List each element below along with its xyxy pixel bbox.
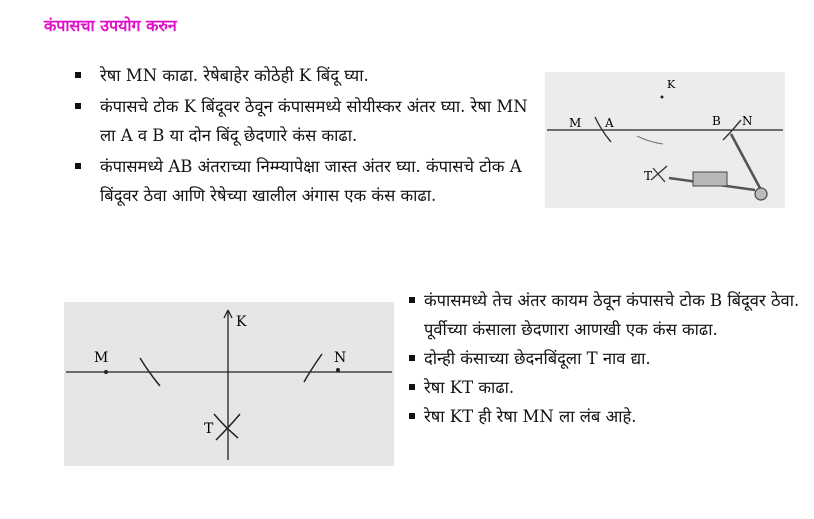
point-n: [336, 368, 340, 372]
step-5: [408, 344, 803, 373]
bullet-square-icon: [409, 297, 415, 303]
label-k: K: [667, 78, 676, 91]
compass-construction-photo: [545, 72, 785, 208]
page-heading: कंपासचा उपयोग करुन: [44, 16, 177, 35]
step-1-text: रेषा MN काढा. रेषेबाहेर कोठेही K बिंदू घ्या.: [100, 66, 369, 85]
steps-list-top: [100, 61, 530, 212]
step-7-text: रेषा KT ही रेषा MN ला लंब आहे.: [424, 407, 637, 426]
bullet-square-icon: [409, 413, 415, 419]
perpendicular-line-photo: [64, 302, 394, 466]
label-b: B: [712, 114, 721, 128]
bullet-square-icon: [75, 72, 81, 78]
step-5-text: दोन्ही कंसाच्या छेदनबिंदूला T नाव द्या.: [424, 349, 651, 368]
label-t: T: [204, 421, 214, 437]
label-m: M: [569, 116, 582, 130]
arc-right: [304, 354, 322, 382]
label-n: N: [334, 350, 347, 366]
arc-below: [637, 136, 663, 144]
point-m: [104, 370, 108, 374]
step-2: [100, 92, 530, 150]
step-6-text: रेषा KT काढा.: [424, 378, 515, 397]
perpendicular-line-figure: [64, 302, 394, 466]
step-1: [100, 61, 530, 90]
step-3-text: कंपासमध्ये AB अंतराच्या निम्म्यापेक्षा जास्त अंतर घ्या. कंपासचे टोक A बिंदूवर ठेवा आणि रेषेच्या खालील अंगास एक कंस काढा.: [100, 157, 522, 205]
step-6: [408, 373, 803, 402]
bullet-square-icon: [75, 103, 81, 109]
compass-tool: [669, 134, 767, 200]
label-t: T: [644, 169, 653, 183]
step-2-text: कंपासचे टोक K बिंदूवर ठेवून कंपासमध्ये सोयीस्कर अंतर घ्या. रेषा MN ला A व B या दोन बिंदू छेदणारे कंस काढा.: [100, 97, 528, 145]
point-k: [661, 96, 664, 99]
arc-cross-t: [214, 414, 240, 440]
arc-cross-t: [651, 166, 667, 182]
label-m: M: [94, 350, 109, 366]
bullet-square-icon: [409, 384, 415, 390]
step-7: [408, 402, 803, 431]
label-n: N: [742, 114, 753, 128]
step-3: [100, 152, 530, 210]
bullet-square-icon: [75, 163, 81, 169]
step-4: [408, 286, 803, 344]
steps-list-right: [408, 286, 803, 431]
label-k: K: [236, 314, 247, 330]
step-4-text: कंपासमध्ये तेच अंतर कायम ठेवून कंपासचे टोक B बिंदूवर ठेवा. पूर्वीच्या कंसाला छेदणारा आणखी एक कंस काढा.: [424, 291, 800, 339]
bullet-square-icon: [409, 355, 415, 361]
label-a: A: [605, 116, 614, 130]
compass-construction-figure: [545, 72, 785, 208]
